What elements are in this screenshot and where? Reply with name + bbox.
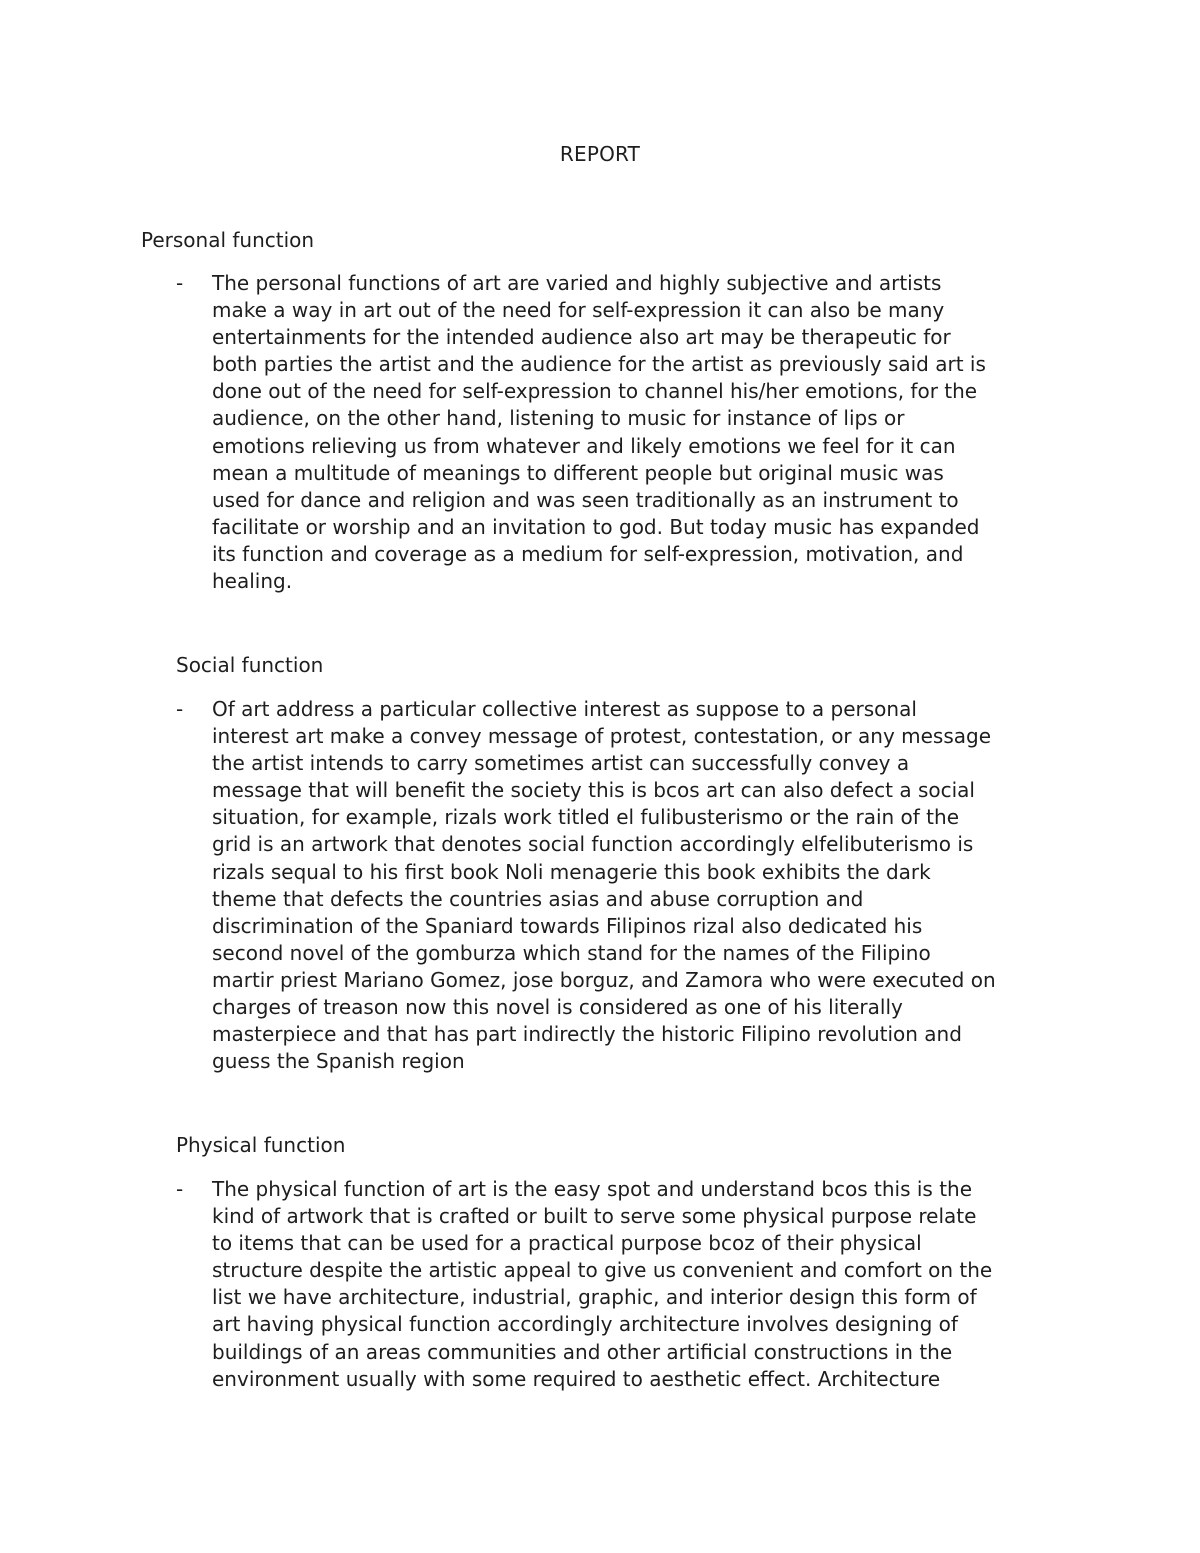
text-line: discrimination of the Spaniard towards Filipinos rizal also dedicated his — [212, 913, 923, 938]
text-line: environment usually with some required to aesthetic effect. Architecture — [212, 1366, 941, 1391]
bullet-dash: - — [176, 697, 184, 721]
text-line: guess the Spanish region — [212, 1049, 465, 1074]
paragraph-personal-function — [212, 270, 1072, 595]
text-line: kind of artwork that is crafted or built to serve some physical purpose relate — [212, 1204, 977, 1229]
bullet-dash: - — [176, 1177, 184, 1201]
text-line: theme that defects the countries asias and abuse corruption and — [212, 886, 864, 911]
section-heading-social-function: Social function — [176, 653, 324, 677]
text-line: healing. — [212, 569, 293, 594]
text-line: The physical function of art is the easy spot and understand bcos this is the — [212, 1177, 973, 1201]
text-line: structure despite the artistic appeal to give us convenient and comfort on the — [212, 1258, 993, 1283]
section-heading-physical-function: Physical function — [176, 1133, 346, 1157]
section-heading-personal-function: Personal function — [141, 228, 315, 252]
text-line: situation, for example, rizals work titled el fulibusterismo or the rain of the — [212, 805, 959, 830]
text-line: second novel of the gomburza which stand for the names of the Filipino — [212, 940, 931, 965]
text-line: The personal functions of art are varied and highly subjective and artists — [212, 271, 942, 295]
text-line: list we have architecture, industrial, graphic, and interior design this form of — [212, 1285, 977, 1310]
text-line: to items that can be used for a practical purpose bcoz of their physical — [212, 1231, 922, 1256]
paragraph-physical-function — [212, 1176, 1072, 1393]
document-title: REPORT — [559, 142, 641, 166]
text-line: mean a multitude of meanings to different people but original music was — [212, 460, 944, 485]
text-line: rizals sequal to his first book Noli menagerie this book exhibits the dark — [212, 859, 931, 884]
text-line: emotions relieving us from whatever and likely emotions we feel for it can — [212, 433, 956, 458]
text-line: both parties the artist and the audience for the artist as previously said art is — [212, 352, 986, 377]
text-line: martir priest Mariano Gomez, jose borguz, and Zamora who were executed on — [212, 967, 996, 992]
text-line: message that will benefit the society this is bcos art can also defect a social — [212, 778, 975, 803]
paragraph-social-function — [212, 696, 1072, 1075]
text-line: facilitate or worship and an invitation to god. But today music has expanded — [212, 514, 980, 539]
text-line: entertainments for the intended audience also art may be therapeutic for — [212, 325, 951, 350]
text-line: audience, on the other hand, listening to music for instance of lips or — [212, 406, 905, 431]
text-line: charges of treason now this novel is considered as one of his literally — [212, 995, 903, 1020]
text-line: done out of the need for self-expression to channel his/her emotions, for the — [212, 379, 978, 404]
text-line: used for dance and religion and was seen traditionally as an instrument to — [212, 487, 959, 512]
text-line: masterpiece and that has part indirectly the historic Filipino revolution and — [212, 1022, 962, 1047]
text-line: buildings of an areas communities and other artificial constructions in the — [212, 1339, 953, 1364]
text-line: art having physical function accordingly architecture involves designing of — [212, 1312, 958, 1337]
text-line: the artist intends to carry sometimes artist can successfully convey a — [212, 751, 910, 776]
bullet-dash: - — [176, 271, 184, 295]
text-line: interest art make a convey message of protest, contestation, or any message — [212, 724, 992, 749]
text-line: Of art address a particular collective interest as suppose to a personal — [212, 697, 917, 721]
text-line: make a way in art out of the need for self-expression it can also be many — [212, 298, 945, 323]
text-line: grid is an artwork that denotes social function accordingly elfelibuterismo is — [212, 832, 974, 857]
text-line: its function and coverage as a medium for self-expression, motivation, and — [212, 541, 964, 566]
